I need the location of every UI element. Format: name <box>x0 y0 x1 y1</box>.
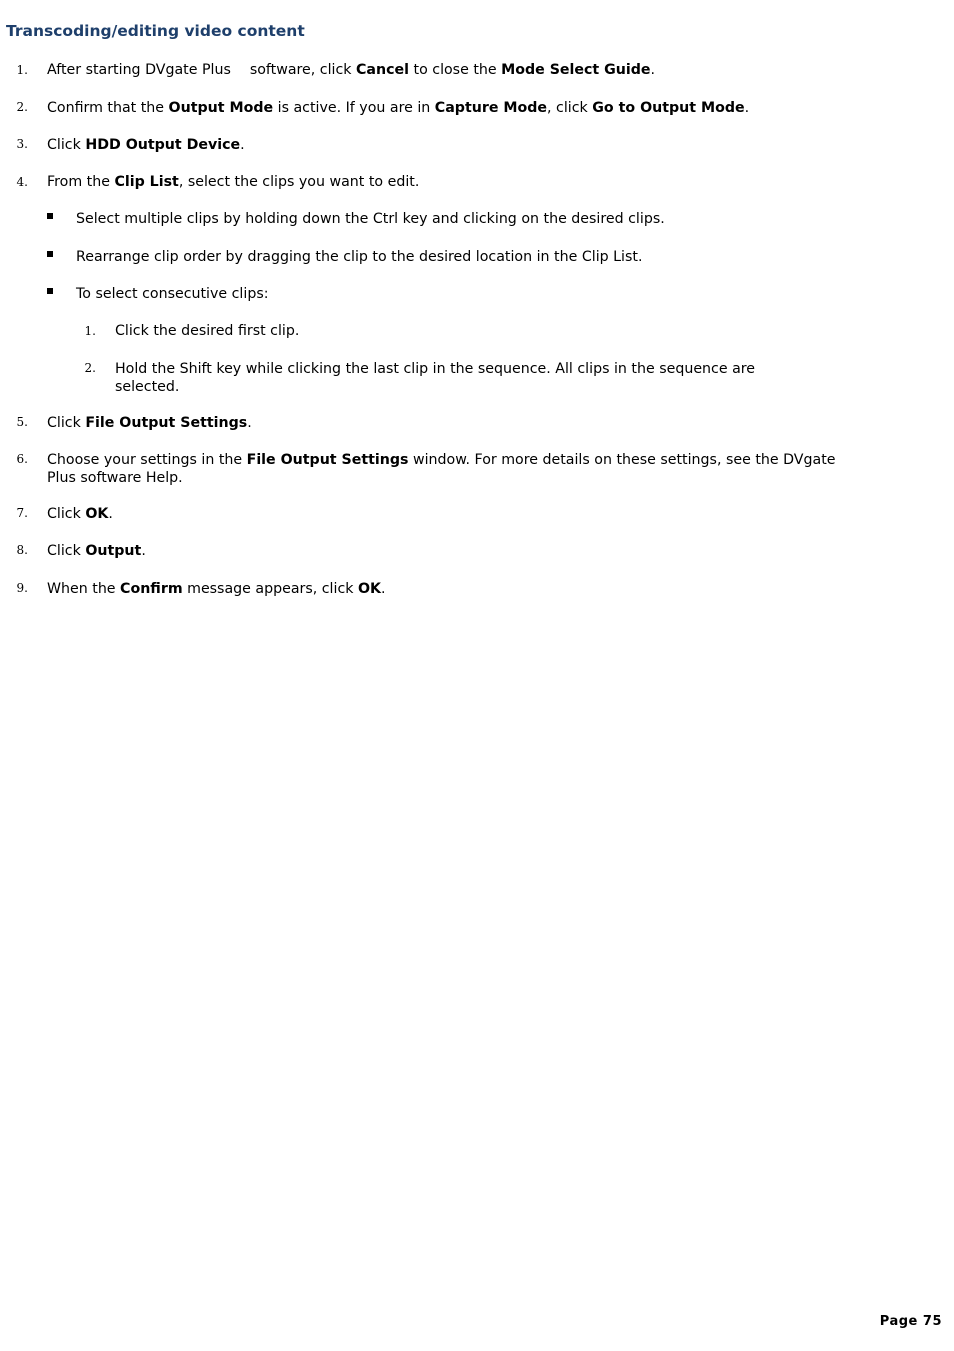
text-run: , click <box>547 100 593 116</box>
page-number: Page 75 <box>879 1314 942 1329</box>
text-run: Click <box>47 506 86 522</box>
substep-text-continued: selected. <box>115 379 180 395</box>
step-text <box>47 451 835 469</box>
ui-term: OK <box>357 581 382 597</box>
step-text <box>47 136 245 154</box>
text-run: . <box>381 581 386 597</box>
text-run: is active. If you are in <box>273 100 435 116</box>
ui-term: File Output Settings <box>85 415 248 431</box>
step-text <box>47 61 655 79</box>
text-run: . <box>240 137 245 153</box>
ui-term: HDD Output Device <box>85 137 241 153</box>
step-number: 6. <box>16 452 28 466</box>
substep-number: 2. <box>84 361 96 375</box>
step-text <box>47 99 749 117</box>
ui-term: Go to Output Mode <box>592 100 745 116</box>
step-text <box>47 414 252 432</box>
text-run: to close the <box>409 62 502 78</box>
step-text <box>47 505 113 523</box>
text-run: From the <box>47 174 115 190</box>
step-number: 4. <box>16 175 28 189</box>
text-run: . <box>141 543 146 559</box>
ui-term: Mode Select Guide <box>501 62 651 78</box>
substep-text: Hold the Shift key while clicking the last clip in the sequence. All clips in the sequence are <box>115 361 756 377</box>
text-run: After starting DVgate Plus <box>47 62 231 78</box>
text-run: When the <box>47 581 121 597</box>
page-title: Transcoding/editing video content <box>6 22 305 40</box>
text-run: Click <box>47 543 86 559</box>
ui-term: File Output Settings <box>246 452 409 468</box>
step-number: 9. <box>16 581 28 595</box>
text-run: . <box>108 506 113 522</box>
text-run: . <box>650 62 656 78</box>
text-run: window. For more details on these settings, see the DVgate <box>408 452 836 468</box>
step-text <box>47 173 419 191</box>
step-number: 8. <box>16 543 28 557</box>
text-run: Click <box>47 137 86 153</box>
step-text <box>47 580 386 598</box>
bullet-text: Rearrange clip order by dragging the clip to the desired location in the Clip List. <box>76 249 643 265</box>
step-text <box>47 542 146 560</box>
ui-term: Capture Mode <box>434 100 548 116</box>
step-number: 1. <box>16 63 28 77</box>
bullet-text: To select consecutive clips: <box>76 286 269 302</box>
text-run: , select the clips you want to edit. <box>178 174 420 190</box>
ui-term: Cancel <box>356 62 409 78</box>
bullet-marker <box>47 213 53 219</box>
text-run: Choose your settings in the <box>47 452 247 468</box>
text-run: software, click <box>249 62 357 78</box>
ui-term: Output Mode <box>168 100 274 116</box>
ui-term: Clip List <box>114 174 179 190</box>
substep-text: Click the desired first clip. <box>115 323 300 339</box>
text-run: . <box>247 415 252 431</box>
step-number: 5. <box>16 415 28 429</box>
text-run: Click <box>47 415 86 431</box>
step-text-continued: Plus software Help. <box>47 470 183 486</box>
step-number: 7. <box>16 506 28 520</box>
step-number: 3. <box>16 137 28 151</box>
ui-term: OK <box>85 506 109 522</box>
bullet-marker <box>47 288 53 294</box>
bullet-text: Select multiple clips by holding down the Ctrl key and clicking on the desired clips. <box>76 211 665 227</box>
ui-term: Output <box>85 543 142 559</box>
text-run: Confirm that the <box>47 100 169 116</box>
bullet-marker <box>47 251 53 257</box>
text-run: message appears, click <box>182 581 358 597</box>
ui-term: Confirm <box>120 581 183 597</box>
substep-number: 1. <box>84 324 96 338</box>
step-number: 2. <box>16 100 28 114</box>
text-run: . <box>744 100 750 116</box>
